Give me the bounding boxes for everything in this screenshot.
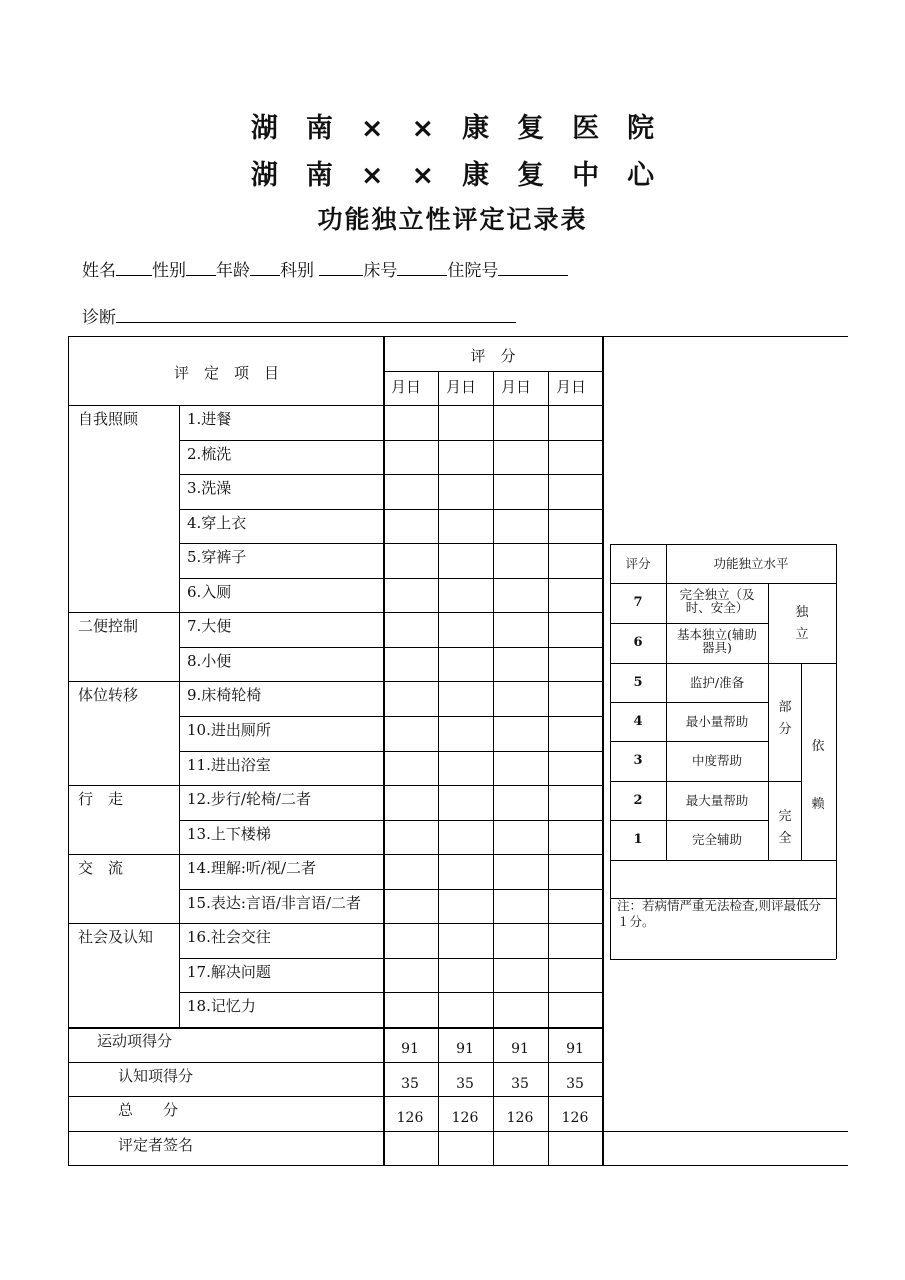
item-label: 11.进出浴室 xyxy=(187,756,271,774)
legend-line xyxy=(768,583,769,860)
item-row-line xyxy=(179,474,602,475)
date-header: 月日 xyxy=(501,378,532,396)
summary-score: 35 xyxy=(566,1076,584,1092)
diagnosis-field[interactable] xyxy=(116,305,516,323)
legend-level-desc: 监护/准备 xyxy=(689,675,745,690)
table-bottom-border xyxy=(68,1165,848,1166)
name-field[interactable] xyxy=(116,258,152,276)
score-header: 评 分 xyxy=(470,347,516,365)
diagnosis-row xyxy=(82,303,516,328)
sex-field[interactable] xyxy=(186,258,216,276)
summary-score: 91 xyxy=(456,1041,474,1057)
group-row-line xyxy=(68,923,602,924)
item-label: 16.社会交往 xyxy=(187,928,271,946)
legend-line xyxy=(610,583,836,584)
table-left-border xyxy=(68,336,69,1165)
legend-line xyxy=(610,741,768,742)
date-header: 月日 xyxy=(556,378,587,396)
form-title: 功能独立性评定记录表 xyxy=(317,205,588,234)
item-label: 6.入厕 xyxy=(187,583,232,601)
summary-score: 91 xyxy=(511,1041,529,1057)
legend-score: 7 xyxy=(633,595,643,610)
category-label: 二便控制 xyxy=(78,617,139,635)
category-label: 社会及认知 xyxy=(78,928,154,946)
legend-score-header: 评分 xyxy=(625,556,651,571)
summary-score: 35 xyxy=(456,1076,474,1092)
category-label: 体位转移 xyxy=(78,686,139,704)
item-row-line xyxy=(179,440,602,441)
legend-line xyxy=(801,663,802,860)
legend-level-desc: 最小量帮助 xyxy=(685,714,749,729)
item-label: 9.床椅轮椅 xyxy=(187,686,262,704)
legend-score: 3 xyxy=(633,753,643,768)
summary-score: 126 xyxy=(396,1110,424,1126)
item-row-line xyxy=(179,889,602,890)
item-row-line xyxy=(179,751,602,752)
summary-score: 35 xyxy=(511,1076,529,1092)
admission-field[interactable] xyxy=(498,258,568,276)
summary-score: 126 xyxy=(561,1110,589,1126)
legend-line xyxy=(610,702,768,703)
legend-group-dependent: 依赖 xyxy=(811,739,825,812)
legend-note: 注：若病情严重无法检查,则评最低分１分。 xyxy=(617,898,821,930)
dept-field[interactable] xyxy=(319,258,363,276)
table-top-border xyxy=(68,336,848,337)
legend-line xyxy=(610,860,836,861)
legend-score: 1 xyxy=(633,832,643,847)
age-label: 年龄 xyxy=(216,261,250,281)
summary-score: 126 xyxy=(451,1110,479,1126)
legend-line xyxy=(610,820,768,821)
item-label: 5.穿裤子 xyxy=(187,548,247,566)
group-row-line xyxy=(68,612,602,613)
age-field[interactable] xyxy=(250,258,280,276)
item-row-line xyxy=(179,578,602,579)
item-label: 4.穿上衣 xyxy=(187,514,247,532)
legend-line xyxy=(610,544,836,545)
date-column-line xyxy=(438,371,439,1165)
group-row-line xyxy=(68,681,602,682)
legend-level-desc: 中度帮助 xyxy=(691,753,742,768)
item-label: 12.步行/轮椅/二者 xyxy=(187,790,311,808)
legend-group-independent: 独立 xyxy=(795,605,809,642)
item-label: 1.进餐 xyxy=(187,410,232,428)
legend-score: 5 xyxy=(633,675,643,690)
legend-level-desc: 完全辅助 xyxy=(691,832,742,847)
item-row-line xyxy=(179,958,602,959)
item-label: 7.大便 xyxy=(187,617,232,635)
date-header: 月日 xyxy=(446,378,477,396)
item-label: 17.解决问题 xyxy=(187,963,271,981)
item-label: 14.理解:听/视/二者 xyxy=(187,859,317,877)
item-row-line xyxy=(179,509,602,510)
name-label: 姓名 xyxy=(82,261,116,281)
date-column-line xyxy=(493,371,494,1165)
score-right-border xyxy=(602,336,604,1165)
legend-score: 2 xyxy=(633,793,643,808)
header-bottom-line xyxy=(68,405,602,406)
item-row-line xyxy=(179,992,602,993)
legend-level-desc: 最大量帮助 xyxy=(685,793,749,808)
summary-score: 91 xyxy=(401,1041,419,1057)
legend-line xyxy=(610,959,836,960)
summary-score: 91 xyxy=(566,1041,584,1057)
dept-label: 科别 xyxy=(280,261,314,281)
summary-label: 总 分 xyxy=(118,1101,179,1119)
category-label: 交 流 xyxy=(78,859,124,877)
legend-level-header: 功能独立水平 xyxy=(713,556,789,571)
bed-label: 床号 xyxy=(363,261,398,281)
summary-row-line xyxy=(68,1096,602,1097)
bed-field[interactable] xyxy=(397,258,447,276)
summary-row-line xyxy=(68,1062,602,1063)
diagnosis-label: 诊断 xyxy=(82,308,116,328)
category-label: 自我照顾 xyxy=(78,410,139,428)
legend-group-complete: 完全 xyxy=(778,809,792,846)
admission-label: 住院号 xyxy=(447,261,499,281)
summary-score: 35 xyxy=(401,1076,419,1092)
legend-line xyxy=(610,663,836,664)
item-row-line xyxy=(179,647,602,648)
legend-level-desc: 完全独立（及时、安全） xyxy=(679,587,755,616)
item-label: 3.洗澡 xyxy=(187,479,232,497)
date-header: 月日 xyxy=(391,378,422,396)
summary-label: 运动项得分 xyxy=(97,1032,173,1050)
item-row-line xyxy=(179,820,602,821)
patient-info-row xyxy=(82,256,568,281)
item-label: 2.梳洗 xyxy=(187,445,232,463)
legend-line xyxy=(836,544,837,959)
category-label: 行 走 xyxy=(78,790,124,808)
summary-row-line xyxy=(68,1131,848,1132)
hospital-title: 湖南××康复医院 xyxy=(250,113,683,144)
legend-score: 4 xyxy=(633,714,643,729)
sex-label: 性别 xyxy=(152,261,186,281)
center-title: 湖南××康复中心 xyxy=(250,160,683,191)
item-header: 评 定 项 目 xyxy=(173,364,279,382)
summary-label: 评定者签名 xyxy=(118,1136,194,1154)
group-row-line xyxy=(68,785,602,786)
summary-label: 认知项得分 xyxy=(118,1067,194,1085)
group-row-line xyxy=(68,854,602,855)
legend-score: 6 xyxy=(633,635,643,650)
item-label: 18.记忆力 xyxy=(187,997,256,1015)
legend-level-desc: 基本独立(辅助器具) xyxy=(677,627,757,656)
legend-line xyxy=(610,623,768,624)
item-label: 8.小便 xyxy=(187,652,232,670)
legend-line xyxy=(610,781,801,782)
item-row-line xyxy=(179,716,602,717)
legend-group-partial: 部分 xyxy=(778,700,792,737)
item-row-line xyxy=(179,543,602,544)
item-label: 15.表达:言语/非言语/二者 xyxy=(187,894,362,912)
item-label: 13.上下楼梯 xyxy=(187,825,271,843)
summary-top-line xyxy=(68,1027,602,1029)
summary-score: 126 xyxy=(506,1110,534,1126)
date-column-line xyxy=(548,371,549,1165)
item-label: 10.进出厕所 xyxy=(187,721,271,739)
